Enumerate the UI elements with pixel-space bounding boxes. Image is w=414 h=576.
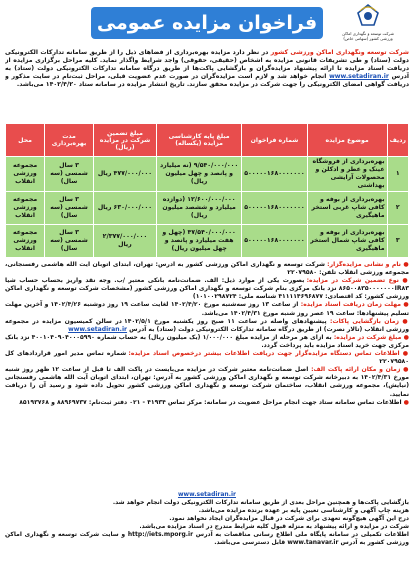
footer-note: شرکت در مزایده و ارائه پیشنهاد به منزله قبول کلیه شرایط مندرج در اسناد مزایده می‌باشد.: [139, 523, 409, 530]
page-title: فراخوان مزایده عمومی: [91, 7, 323, 39]
row-call-number: ۵۰۰۰۰۰۱۶۸۰۰۰۰۰۰۰: [242, 225, 307, 258]
row-place: مجموعه ورزشی انقلاب: [6, 192, 45, 225]
row-subject: بهره‌برداری از بوفه و کافی شاپ غربی استخر ماهیگیری: [307, 192, 387, 225]
row-subject: بهره‌برداری از فروشگاه عینک و عطر و ادکلن و محصولات آرایشی بهداشتی: [307, 157, 387, 192]
row-period: ۳ سال شمسی (سه سال): [45, 225, 94, 258]
row-call-number: ۵۰۰۰۰۰۱۶۸۰۰۰۰۰۰۰: [242, 192, 307, 225]
row-base-price: ۹/۵۴۰/۰۰۰/۰۰۰ (نه میلیارد و پانصد و چهل میلیون ریال): [157, 157, 242, 192]
row-place: مجموعه ورزشی انقلاب: [6, 157, 45, 192]
column-header: ردیف: [387, 124, 408, 157]
organization-name: شرکت توسعه و نگهداری اماکن: [342, 31, 394, 36]
organization-logo: [333, 3, 403, 41]
intro-text-2: انجام خواهد شد و لازم است مزایده‌گران در صورت عدم عضویت قبلی، مراحل ثبت‌نام در سایت مذکور و دریافت گواهی امضای الکترونیکی را جهت شرکت در مزایده محقق سازند. تاریخ انتشار مزایده در سامانه ستاد ۱۴۰۲/۴/۲۰ می‌باشد.: [5, 73, 409, 89]
row-base-price: ۴۷/۵۴۰/۰۰۰/۰۰۰ (چهل و هفت میلیارد و پانصد و چهل میلیون ریال): [157, 225, 242, 258]
row-period: ۳ سال شمسی (سه سال): [45, 192, 94, 225]
row-number: ۲: [387, 192, 408, 225]
column-header: مدت بهره‌برداری: [45, 124, 94, 157]
table-header-row: [6, 124, 409, 157]
row-number: ۳: [387, 225, 408, 258]
table-row: [6, 192, 409, 225]
setad-link[interactable]: www.setadiran.ir: [329, 73, 389, 81]
organization-type: ورزشی کشور (سهامی خاص): [343, 36, 393, 41]
condition-item: ● مبلغ شرکت در مزایده: به ازای هر مرحله از مزایده مبلغ ۱/۰۰۰/۰۰۰ (یک میلیون ریال) به حساب شماره ۴۰۰۱۰۴۰۹۰۴۰۰۰۵۹۹۰ نزد بانک مرکزی جهت خرید اسناد مزایده باید پرداخت گردد.: [5, 333, 409, 349]
footer-note: بازگشایی پاکت‌ها و همچنین مراحل بعدی از طریق سامانه تدارکات الکترونیکی دولت انجام خواهد شد.: [112, 499, 409, 506]
setad-link[interactable]: www.setadiran.ir: [177, 491, 236, 498]
column-header: محل: [6, 124, 45, 157]
column-header: موضوع مزایده: [307, 124, 387, 157]
footer-note: اطلاعات تکمیلی در سامانه پایگاه ملی اطلاع رسانی مناقصات به آدرس http://iets.mporg.ir و سایت شرکت توسعه و نگهداری اماکن ورزشی کشور به آدرس www.tanavar.ir قابل دسترسی می‌باشد.: [5, 531, 409, 546]
condition-item: ● نام و نشانی مزایده‌گزار: شرکت توسعه و نگهداری اماکن ورزشی کشور به آدرس: تهران، ابتدای اتوبان آیت الله هاشمی رفسنجانی، مجموعه ورزشی انقلاب تلفن: ۲۲۰۷۹۵۸۰: [5, 261, 409, 277]
table-row: [6, 225, 409, 258]
row-base-price: ۱۲/۶۰۰/۰۰۰/۰۰۰ (دوازده میلیارد و ششصد میلیون ریال): [157, 192, 242, 225]
footer-note: هزینه چاپ آگهی و کارشناسی تعیین پایه بر عهده برنده مزایده می‌باشد.: [198, 507, 409, 514]
footer-note: درج این آگهی هیچ‌گونه تعهدی برای شرکت در قبال مزایده‌گران ایجاد نخواهد نمود.: [169, 515, 409, 522]
row-subject: بهره‌برداری از بوفه و کافی شاپ شمال استخر ماهیگیری: [307, 225, 387, 258]
intro-text: در نظر دارد مزایده بهره‌برداری از فضاهای ذیل را از طریق سامانه تدارکات الکترونیکی دولت (ستاد) و طی تشریفات قانونی مزایده به اشخاص (حقیقی، حقوقی) واجد شرایط واگذار نماید. کلیه مراحل برگزاری مزایده از دریافت اسناد مزایده تا ارائه پیشنهاد مزایده‌گران و بازگشایی پاکت‌ها از طریق درگاه سامانه تدارکات الکترونیکی دولت (ستاد) به آدرس: [5, 49, 409, 81]
table-row: [6, 157, 409, 192]
column-header: مبلغ پایه کارشناسی مزایده (یکساله): [157, 124, 242, 157]
condition-item: ● زمان بازگشایی پاکات: پیشنهادهای واصله در ساعت ۱۱ صبح روز یکشنبه مورخ ۱۴۰۲/۵/۱ در سالن کمیسیون مزایده در مجموعه ورزشی انقلاب (تالار نصرت) از طریق درگاه سامانه تدارکات الکترونیکی دولت (ستاد) به آدرس www.setadiran.ir: [5, 317, 409, 333]
row-period: ۳ سال شمسی (سه سال): [45, 157, 94, 192]
row-place: مجموعه ورزشی انقلاب: [6, 225, 45, 258]
condition-item: ● نوع تضمین شرکت در مزایده: بصورت یکی از موارد ذیل: الف. ضمانت‌نامه بانکی معتبر /ب. وجه نقد واریز بحساب حساب شیا ۸۶۵۰۰۸۳۵۰۰۰۰۰۰۰IR۸۳ نزد بانک مرکزی بنام شرکت توسعه و نگهداری اماکن ورزشی کشور (مشخصات شرکت توسعه و نگهداری اماکن ورزشی کشور: کد اقتصادی: ۴۱۱۱۱۴۶۹۶۸۷۷ شناسه ملی: ۱۰۱۰۰۲۹۸۷۲۴): [5, 277, 409, 301]
condition-item: ● زمان و مکان ارائه پاکت الف: اصل ضمانت‌نامه معتبر شرکت در مزایده می‌بایست در پاکت الف تا قبل از ساعت ۱۲ ظهر روز شنبه مورخ ۱۴۰۲/۴/۳۱ به دبیرخانه شرکت توسعه و نگهداری اماکن ورزشی کشور به آدرس: تهران، ابتدای اتوبان آیت الله هاشمی رفسنجانی (نیایش)، مجموعه ورزشی انقلاب، ساختمان شرکت توسعه و نگهداری اماکن ورزشی کشور تحویل داده شود و رسید آن را دریافت نمایید.: [5, 366, 409, 398]
emblem-icon: [354, 3, 382, 27]
condition-item: ● اطلاعات تماس سامانه ستاد جهت انجام مراحل عضویت در سامانه: مرکز تماس ۴۱۹۳۴ - ۰۲۱ دفتر ثبت‌نام: ۸۸۹۶۹۷۳۷ و ۸۵۱۹۳۷۶۸: [19, 398, 409, 406]
row-guarantee: ۴۷۷/۰۰۰/۰۰۰ ریال: [93, 157, 156, 192]
row-call-number: ۵۰۰۰۰۰۱۶۸۰۰۰۰۰۰۰: [242, 157, 307, 192]
column-header: مبلغ تضمین شرکت در مزایده (ریال): [93, 124, 156, 157]
column-header: شماره فراخوان: [242, 124, 307, 157]
conditions-section: [5, 261, 409, 489]
notice-header: [5, 3, 409, 49]
intro-paragraph: [5, 49, 409, 123]
setad-link[interactable]: www.setadiran.ir: [68, 325, 128, 333]
row-number: ۱: [387, 157, 408, 192]
intro-lead: شرکت توسعه ونگهداری اماکن ورزشی کشور: [270, 49, 409, 56]
condition-item: ● اطلاعات تماس دستگاه مزایده‌گزار جهت دریافت اطلاعات بیشتر درخصوص اسناد مزایده: شماره تماس مدیر امور قراردادهای کل ۲۲۰۷۹۵۸۰: [5, 350, 409, 366]
footer-notes: [5, 491, 409, 547]
row-guarantee: ۶۳۰/۰۰۰/۰۰۰ ریال: [93, 192, 156, 225]
row-guarantee: ۲/۳۷۷/۰۰۰/۰۰۰ ریال: [93, 225, 156, 258]
auction-table: [5, 123, 409, 258]
condition-item: ● مهلت زمان دریافت اسناد مزایده: از ساعت ۱۳ روز سه‌شنبه مورخ ۱۴۰۲/۴/۲۰ لغایت ساعت ۱۹ روز دوشنبه ۱۴۰۲/۴/۲۶ و آخرین مهلت تسلیم پیشنهادها: ساعت ۱۹ عصر روز شنبه مورخ ۱۴۰۲/۴/۳۱ می‌باشد.: [5, 301, 409, 317]
